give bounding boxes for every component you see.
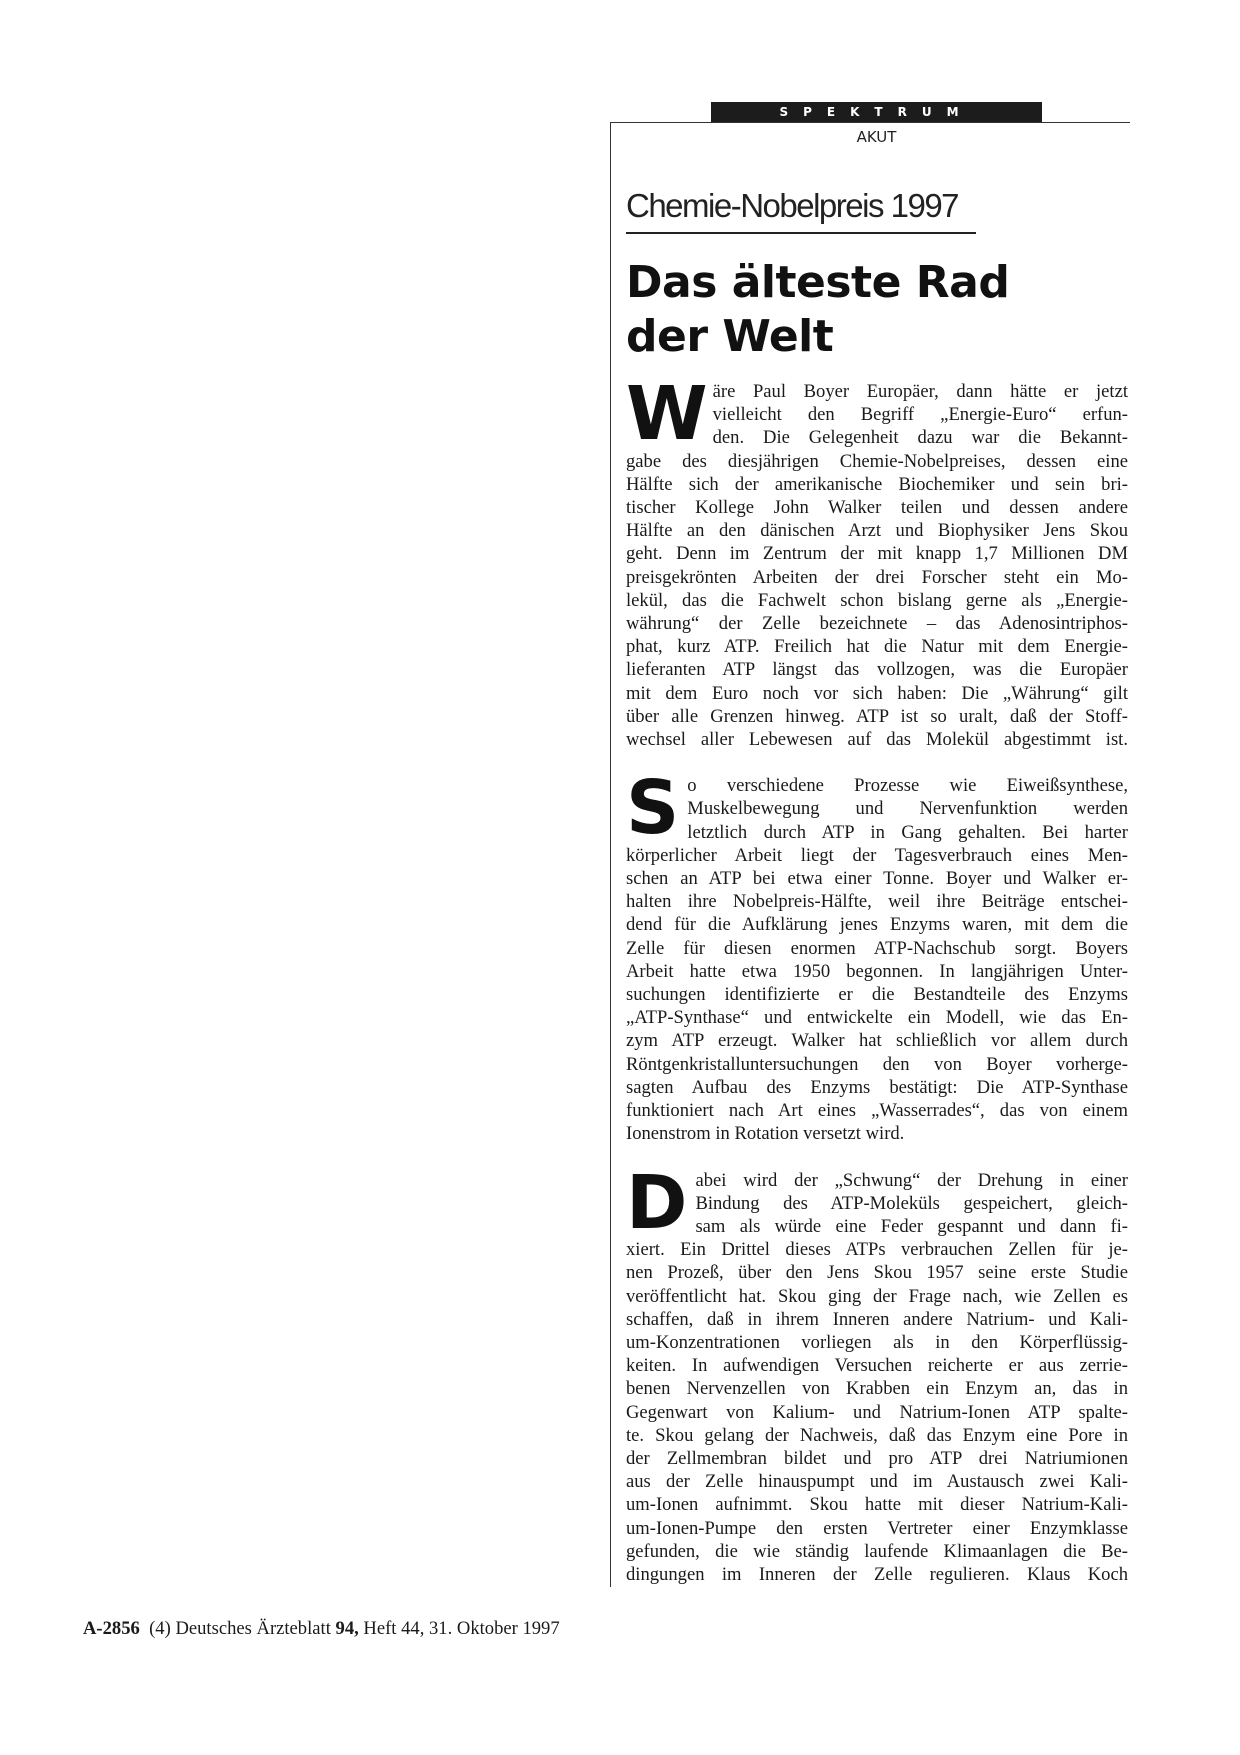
- text-line: Röntgenkristalluntersuchungen den von Boyer vorherge-: [626, 1053, 1128, 1075]
- author-name: Klaus Koch: [1026, 1563, 1128, 1585]
- text-line: geht. Denn im Zentrum der mit knapp 1,7 Millionen DM: [626, 543, 1128, 565]
- text-line: vielleicht den Begriff „Energie-Euro“ erfun-: [712, 404, 1128, 426]
- text-line: gefunden, die wie ständig laufende Klimaanlagen die Be-: [626, 1540, 1128, 1562]
- drop-cap: S: [626, 765, 680, 852]
- text-line: suchungen identifizierte er die Bestandteile des Enzyms: [626, 984, 1128, 1006]
- text-line: Gegenwart von Kalium- und Natrium-Ionen ATP spalte-: [626, 1401, 1128, 1423]
- text-line: Bindung des ATP-Moleküls gespeichert, gleich-: [695, 1192, 1128, 1214]
- text-line: benen Nervenzellen von Krabben ein Enzym an, das in: [626, 1378, 1128, 1400]
- text-line: o verschiedene Prozesse wie Eiweißsynthese,: [687, 775, 1128, 797]
- text-line: xiert. Ein Drittel dieses ATPs verbrauchen Zellen für je-: [626, 1239, 1128, 1261]
- text-line: körperlicher Arbeit liegt der Tagesverbrauch eines Men-: [626, 844, 1128, 866]
- text-line: den. Die Gelegenheit dazu war die Bekannt-: [712, 427, 1128, 449]
- header-rule: [610, 122, 1130, 123]
- text-line: äre Paul Boyer Europäer, dann hätte er jetzt: [712, 381, 1128, 402]
- paragraph-1: [626, 371, 1128, 751]
- page-footer: [83, 1618, 560, 1640]
- text-line: schen an ATP bei etwa einer Tonne. Boyer und Walker er-: [626, 868, 1128, 890]
- section-rubric: SPEKTRUM: [711, 102, 1042, 122]
- text-line: preisgekrönten Arbeiten der drei Forscher steht ein Mo-: [626, 566, 1128, 588]
- text-line: schaffen, daß in ihrem Inneren andere Natrium- und Kali-: [626, 1308, 1128, 1330]
- text-line: um-Ionen-Pumpe den ersten Vertreter einer Enzymklasse: [626, 1517, 1128, 1539]
- text-line: halten ihre Nobelpreis-Hälfte, weil ihre Beiträge entschei-: [626, 891, 1128, 913]
- page-number: A-2856: [83, 1618, 140, 1639]
- text-line: mit dem Euro noch vor sich haben: Die „Währung“ gilt: [626, 682, 1128, 704]
- text-line: um-Ionen aufnimmt. Skou hatte mit dieser Natrium-Kali-: [626, 1494, 1128, 1516]
- text-line: dingungen im Inneren der Zelle regulieren.: [626, 1563, 1010, 1585]
- text-line: sam als würde eine Feder gespannt und dann fi-: [695, 1215, 1128, 1237]
- text-line: tischer Kollege John Walker teilen und dessen andere: [626, 497, 1128, 519]
- text-line: zym ATP erzeugt. Walker hat schließlich vor allem durch: [626, 1030, 1128, 1052]
- text-line: „ATP-Synthase“ und entwickelte ein Modell, wie das En-: [626, 1007, 1128, 1029]
- text-line: veröffentlicht hat. Skou ging der Frage nach, wie Zellen es: [626, 1285, 1128, 1307]
- article-body: [626, 371, 1128, 1609]
- drop-cap: W: [626, 371, 705, 457]
- text-line: Hälfte sich der amerikanische Biochemiker und sein bri-: [626, 473, 1128, 495]
- text-line: Ionenstrom in Rotation versetzt wird.: [626, 1123, 905, 1145]
- text-line: funktioniert nach Art eines „Wasserrades“, das von einem: [626, 1100, 1128, 1122]
- text-line: Muskelbewegung und Nervenfunktion werden: [687, 798, 1128, 820]
- subsection-label: AKUT: [856, 128, 897, 146]
- paragraph-3: [626, 1159, 1128, 1587]
- issue-date: Heft 44, 31. Oktober 1997: [363, 1618, 560, 1639]
- local-page-number: (4): [149, 1618, 171, 1639]
- headline-line-2: der Welt: [626, 311, 834, 362]
- text-line: phat, kurz ATP. Freilich hat die Natur mit dem Energie-: [626, 636, 1128, 658]
- column-rule: [610, 122, 611, 1587]
- text-line: letztlich durch ATP in Gang gehalten. Bei harter: [687, 821, 1128, 843]
- kicker-underline: [626, 232, 976, 234]
- journal-name: Deutsches Ärzteblatt: [175, 1618, 331, 1639]
- text-line: Hälfte an den dänischen Arzt und Biophysiker Jens Skou: [626, 520, 1128, 542]
- text-line: keiten. In aufwendigen Versuchen reicherte er aus zerrie-: [626, 1355, 1128, 1377]
- text-line: wechsel aller Lebewesen auf das Molekül abgestimmt ist.: [626, 729, 1128, 751]
- text-line: der Zellmembran bildet und pro ATP drei Natriumionen: [626, 1447, 1128, 1469]
- text-line: abei wird der „Schwung“ der Drehung in einer: [695, 1169, 1128, 1191]
- text-line-with-author: [626, 1563, 1128, 1586]
- text-line: lieferanten ATP längst das vollzogen, was die Europäer: [626, 659, 1128, 681]
- text-line: über alle Grenzen hinweg. ATP ist so uralt, daß der Stoff-: [626, 705, 1128, 727]
- text-line: um-Konzentrationen vorliegen als in den Körperflüssig-: [626, 1331, 1128, 1353]
- text-line: Zelle für diesen enormen ATP-Nachschub sorgt. Boyers: [626, 937, 1128, 959]
- headline: [626, 256, 1126, 364]
- text-line: währung“ der Zelle bezeichnete – das Adenosintriphos-: [626, 613, 1128, 635]
- text-line: lekül, das die Fachwelt schon bislang gerne als „Energie-: [626, 589, 1128, 611]
- text-line: Arbeit hatte etwa 1950 begonnen. In langjährigen Unter-: [626, 960, 1128, 982]
- text-line: te. Skou gelang der Nachweis, daß das Enzym eine Pore in: [626, 1424, 1128, 1446]
- text-line: sagten Aufbau des Enzyms bestätigt: Die ATP-Synthase: [626, 1076, 1128, 1098]
- drop-cap: D: [626, 1159, 688, 1246]
- kicker-title: Chemie-Nobelpreis 1997: [626, 187, 959, 224]
- text-line: gabe des diesjährigen Chemie-Nobelpreises, dessen eine: [626, 450, 1128, 472]
- text-line: nen Prozeß, über den Jens Skou 1957 seine erste Studie: [626, 1262, 1128, 1284]
- text-line: aus der Zelle hinauspumpt und im Austausch zwei Kali-: [626, 1471, 1128, 1493]
- text-line: dend für die Aufklärung jenes Enzyms waren, mit dem die: [626, 914, 1128, 936]
- paragraph-2: [626, 765, 1128, 1145]
- volume-number: 94,: [335, 1618, 359, 1639]
- headline-line-1: Das älteste Rad: [626, 257, 1010, 308]
